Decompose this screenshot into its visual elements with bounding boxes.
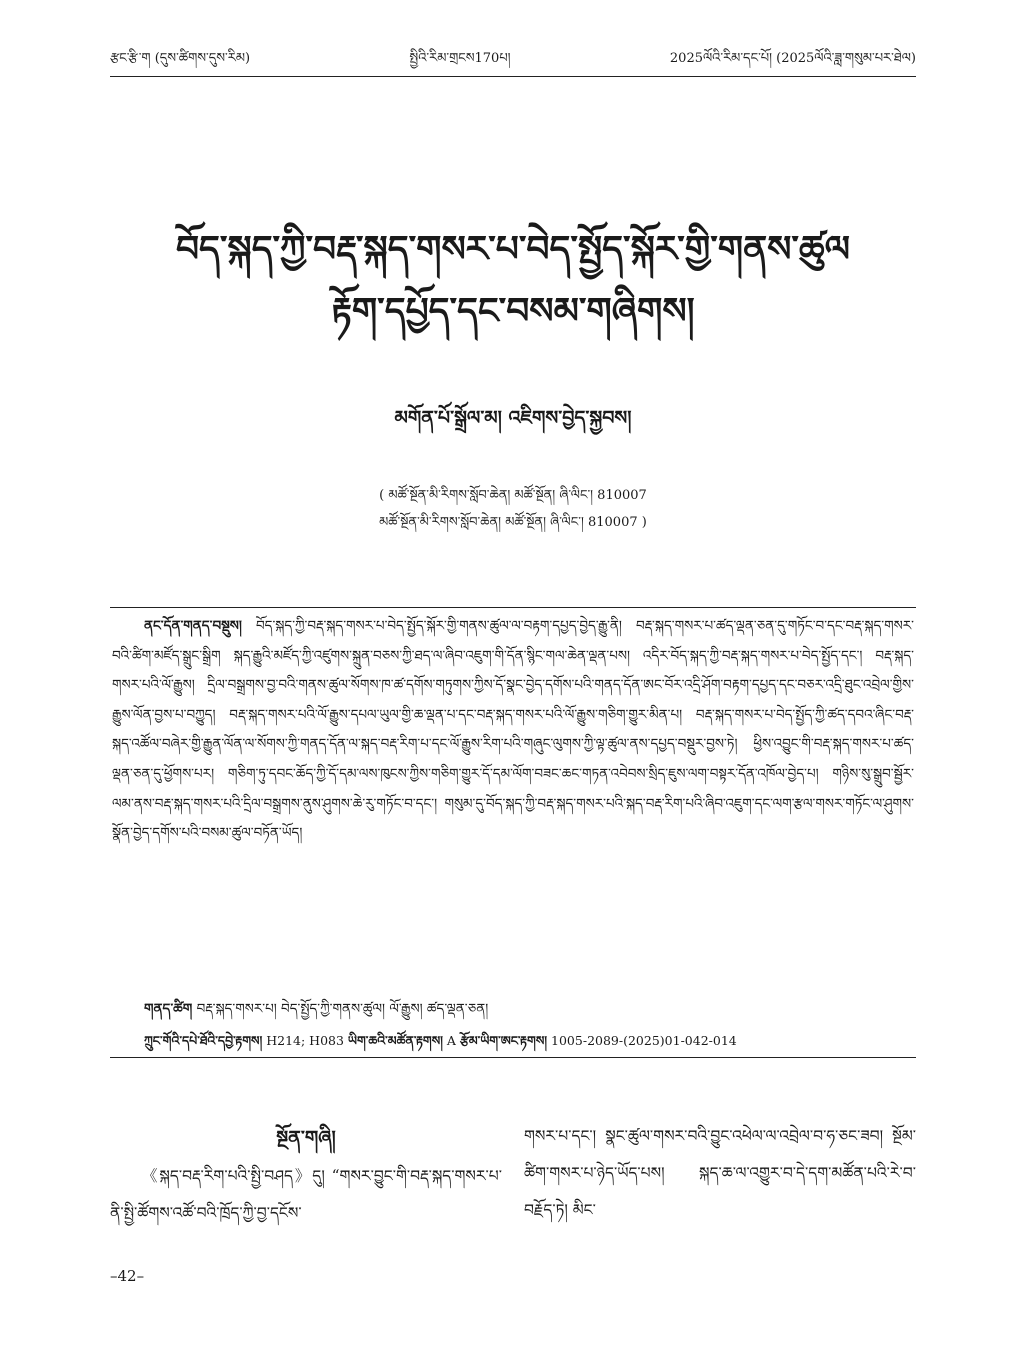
journal-name: རྩང་རྩི་ག (དུས་ཚིགས་དུས་རིམ): [110, 50, 251, 66]
abstract: [112, 612, 914, 849]
article-id-value: 1005-2089-(2025)01-042-014: [551, 1033, 737, 1048]
authors: མགོན་པོ་སྒྲོལ་མ། འཇིགས་བྱེད་སྐྱབས།: [394, 407, 632, 429]
keywords-text: བརྡ་སྐད་གསར་པ། བེད་སྤྱོད་ཀྱི་གནས་ཚུལ། ལོ་རྒྱུས། ཚད་ལྡན་ཅན།: [196, 1001, 489, 1017]
page-number: –42–: [110, 1267, 145, 1285]
issue-total-number: སྤྱིའི་རིམ་གྲངས170པ།: [409, 50, 511, 66]
clc-value: H214; H083: [266, 1033, 344, 1048]
affiliation-line-1: ( མཚོ་སྔོན་མི་རིགས་སློབ་ཆེན། མཚོ་སྔོན། ཞི་ལིང་། 810007: [379, 488, 647, 503]
header-rule: [110, 76, 916, 77]
abstract-top-rule: [110, 607, 916, 608]
clc-label: ཀྲུང་གོའི་དཔེ་ཐོའི་དབྱེ་རྟགས།: [144, 1033, 263, 1048]
title-line-2: རྟོག་དཔྱོད་དང་བསམ་གཞིགས།: [331, 290, 695, 332]
doc-code-label: ཡིག་ཆའི་མཚོན་རྟགས།: [347, 1033, 443, 1048]
abstract-text: བོད་སྐད་ཀྱི་བརྡ་སྐད་གསར་པ་བེད་སྤྱོད་སྐོར་གྱི་གནས་ཚུལ་ལ་བརྟག་དཔྱད་བྱེད་རྒྱུ་ནི། བརྡ་སྐད་གསར་པ་ཚད་ལྡན་ཅན་དུ་གཏོང་བ་དང་བརྡ་སྐད་གསར་བའི་ཚིག་མཛོད་སྒྲུང་སྒྲིག སྐད་རྒྱུའི་མཛོད་ཀྱི་འཛུགས་སྐྲུན་བཅས་ཀྱི་ཐད་ལ་ཞིབ་འཇུག་གི་དོན་སྙིང་གལ་ཆེན་ལྡན་པས། འདིར་བོད་སྐད་ཀྱི་བརྡ་སྐད་གསར་པ་བེད་སྤྱོད་དང་། བརྡ་སྐད་གསར་པའི་ལོ་རྒྱུས། དྲིལ་བསྒྲགས་བྱ་བའི་གནས་ཚུལ་སོགས་ཁ་ཚ་དགོས་གཏུགས་ཀྱིས་དོ་སྣང་བྱེད་དགོས་པའི་གནད་དོན་ཨང་བོར་འདྲི་ཤོག་བརྟག་དཔྱད་དང་བཅར་འདྲི་ཐུང་འབྲེལ་གྱིས་རྒྱུས་ལོན་བྱས་པ་བཀྱུད། བརྡ་སྐད་གསར་པའི་ལོ་རྒྱུས་དཔལ་ཡུལ་གྱི་ཆ་ལྡན་པ་དང་བརྡ་སྐད་གསར་པའི་ལོ་རྒྱུས་གཅིག་གྱུར་མིན་པ། བརྡ་སྐད་གསར་པ་བེད་སྤྱོད་ཀྱི་ཚད་དབའ་ཞིང་བརྡ་སྐད་འཚོལ་བཞེར་གྱི་རྒྱུན་ལོན་ལ་སོགས་ཀྱི་གནད་དོན་ལ་སྐད་བརྡ་རིག་པ་དང་ལོ་རྒྱུས་རིག་པའི་གཞུང་ལུགས་ཀྱི་ལྟ་ཚུལ་ནས་དཔྱད་བསྡུར་བྱས་ཏེ། ཕྱིས་འབྱུང་གི་བརྡ་སྐད་གསར་པ་ཚད་ལྡན་ཅན་དུ་ཕྱོགས་པར། གཅིག་ཏུ་དབང་ཆོད་ཀྱི་དོ་དམ་ལས་ཁུངས་ཀྱིས་གཅིག་གྱུར་དོ་དམ་ལོག་བཟང་ཆང་གཏན་འབེབས་སྲིད་ཇུས་ལག་བསྟར་དོན་འཁོལ་བྱེད་པ། གཉིས་སུ་སྒྲུབ་སྦྱོར་ལམ་ནས་བརྡ་སྐད་གསར་པའི་དྲིལ་བསྒྲགས་ནུས་ཤུགས་ཆེ་རུ་གཏོང་བ་དང་། གསུམ་དུ་བོད་སྐད་ཀྱི་བརྡ་སྐད་གསར་པའི་སྐད་བརྡ་རིག་པའི་ཞིབ་འཇུག་དང་ལག་རྩལ་གསར་གཏོང་ལ་ཤུགས་སྣོན་བྱེད་དགོས་པའི་བསམ་ཚུལ་བཏོན་ཡོད།: [112, 618, 914, 842]
body-paragraph-right: གསར་པ་དང་། སྣང་ཚུལ་གསར་བའི་བྱུང་འཕེལ་ལ་འབྲེལ་བ་ཧ་ཅང་ཟབ། སྔོམ་ཚིག་གསར་པ་ཉེད་ཡོད་པས། སྐད་ཆ་ལ་འགྱུར་བ་དེ་དག་མཚོན་པའི་རེ་བ་བརྗོད་ཏེ། མིང་: [524, 1127, 916, 1219]
body-right-column: [524, 1118, 916, 1229]
title-line-1: བོད་སྐད་ཀྱི་བརྡ་སྐད་གསར་པ་བེད་སྤྱོད་སྐོར་གྱི་གནས་ཚུལ: [175, 228, 851, 270]
issue-date: 2025ལོའི་རིམ་དང་པོ། (2025ལོའི་ཟླ་གསུམ་པར་ཐེལ): [669, 50, 916, 66]
article-title: [110, 218, 916, 342]
affiliation-line-2: མཚོ་སྔོན་མི་རིགས་སློབ་ཆེན། མཚོ་སྔོན། ཞི་ལིང་། 810007 ): [379, 515, 647, 530]
keywords-label: གནད་ཚིག: [144, 1001, 193, 1017]
section-heading: སྔོན་གཞི།: [276, 1127, 336, 1149]
running-head: [110, 48, 916, 74]
body-left-column: [110, 1118, 502, 1232]
abstract-label: ནང་དོན་གནད་བསྡུས།: [144, 618, 242, 634]
body-paragraph-left: 《སྐད་བརྡ་རིག་པའི་སྤྱི་བཤད》དུ། “གསར་བྱུང་གི་བརྡ་སྐད་གསར་པ་ནི་སྤྱི་ཚོགས་འཚོ་བའི་ཁྲོད་ཀྱི་བྱ་དངོས་: [110, 1167, 502, 1222]
affiliations: [110, 482, 916, 536]
abstract-bottom-rule: [110, 1057, 916, 1058]
article-id-label: རྩོམ་ཡིག་ཨང་རྟགས།: [459, 1033, 548, 1048]
doc-code-value: A: [446, 1033, 456, 1048]
